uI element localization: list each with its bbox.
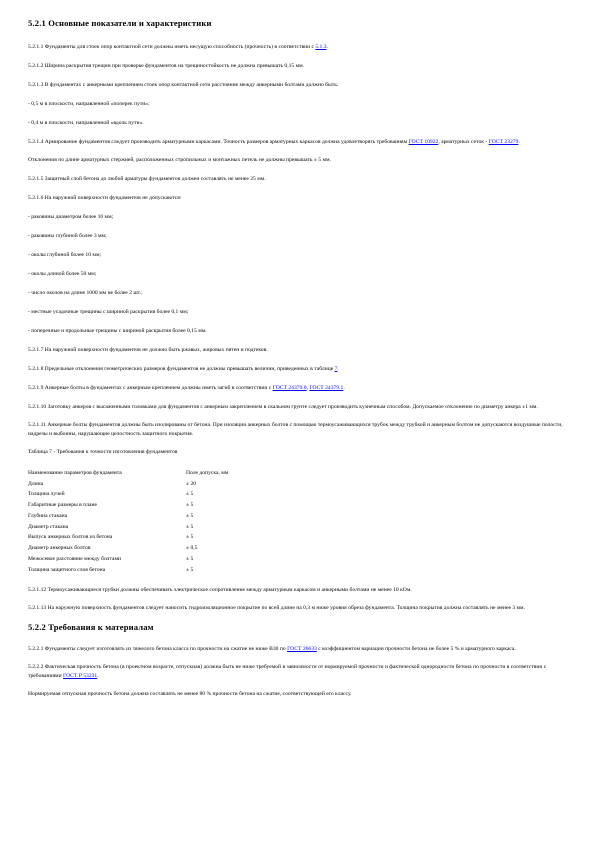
reference-link[interactable]: ГОСТ 23279: [488, 138, 519, 145]
table-row: [28, 565, 279, 576]
paragraph: 5.2.1.9 Анкерные болты в фундаментах с анкерным креплением должны иметь загиб в соответствии с ГОСТ 24379.0, ГОСТ 24379.1.: [28, 384, 345, 391]
reference-link[interactable]: 5.1.3: [315, 44, 327, 50]
table-cell: ± 20: [186, 480, 197, 487]
table-cell: Габаритные размеры в плане: [28, 502, 97, 509]
table-cell: ± 5: [186, 534, 194, 541]
list-item: - 0,4 м в плоскости, направленной «вдоль пути».: [28, 119, 144, 126]
paragraph: Отклонения по длине арматурных стержней, расположенных стропильных и монтажных петель не должны превышать ± 5 мм.: [28, 157, 331, 164]
table-header-row: [28, 468, 279, 479]
paragraph: 5.2.1.3 В фундаментах с анкерными креплением стоек опор контактной сети расстояние между анкерными болтами должно быть:: [28, 81, 339, 88]
paragraph: 5.2.1.6 На наружной поверхности фундаментов не допускаются:: [28, 195, 182, 202]
table-row: [28, 479, 279, 490]
table-row: [28, 543, 279, 554]
table-row: [28, 554, 279, 565]
table-cell: Диаметр стакана: [28, 523, 69, 530]
list-item: - раковины диаметром более 10 мм;: [28, 214, 114, 221]
paragraph: 5.2.1.13 На наружную поверхность фундаментов следует наносить гидроизоляционное покрытие по всей длине на 0,3 м ниже уровня обреза фундамента. Толщина покрытия должна составлять не менее 3 мм.: [28, 604, 525, 611]
paragraph: 5.2.1.11 Анкерные болты фундаментов должны быть изолированы от бетона. При изоляции анкерных болтов с помощью термоусаживающихся трубок между трубкой и анкерным болтом не допускаются воздушные полости, надрезы и выбоины, нарушающие целостность защитного покрытия.: [28, 422, 563, 437]
list-item: - число околов на длине 1000 мм не более 2 шт.;: [28, 290, 143, 296]
table-cell: Толщина лучей: [28, 491, 65, 498]
table-cell: ± 5: [186, 502, 194, 509]
paragraph: Нормируемая отпускная прочность бетона должна составлять не менее 80 % прочности бетона на сжатие, соответствующей его классу.: [28, 691, 352, 698]
tolerance-table: [28, 468, 279, 576]
paragraph: 5.2.1.7 На наружной поверхности фундаментов не должно быть ржавых, жировых пятен и подтеков.: [28, 346, 268, 353]
table-caption: Таблица 7 - Требования к точности изготовления фундаментов: [28, 448, 178, 455]
list-item: - местные усадочные трещины с шириной раскрытия более 0,1 мм;: [28, 308, 189, 315]
list-item: - околы длиной более 50 мм;: [28, 271, 97, 278]
table-header-cell: Наименование параметров фундамента: [28, 469, 122, 476]
section-heading: 5.2.2 Требования к материалам: [28, 622, 154, 633]
table-cell: ± 5: [186, 491, 194, 498]
list-item: - раковины глубиной более 3 мм;: [28, 233, 107, 240]
reference-link[interactable]: ГОСТ 24379.1: [309, 384, 344, 391]
paragraph: 5.2.1.8 Предельные отклонения геометрических размеров фундаментов не должны превышать величин, приведенных в таблице 7.: [28, 365, 339, 372]
list-item: - поперечные и продольные трещины с шириной раскрытия более 0,15 мм.: [28, 327, 207, 334]
table-row: [28, 500, 279, 511]
table-row: [28, 522, 279, 533]
list-item: - 0,5 м в плоскости, направленной «поперек пути»;: [28, 100, 150, 107]
paragraph: 5.2.1.1 Фундаменты для стоек опор контактной сети должны иметь несущую способность (прочность) в соответствии с 5.1.3.: [28, 44, 328, 50]
paragraph: 5.2.2.2 Фактическая прочность бетона (в проектном возрасте, отпускная) должна быть не ниже требуемой в зависимости от нормируемой прочности и фактической однородности бетона по прочности в соответствии с требованиями ГОСТ Р 53231.: [28, 664, 547, 679]
table-cell: Диаметр анкерных болтов: [28, 545, 91, 552]
table-cell: Межосевое расстояние между болтами: [28, 556, 121, 563]
table-cell: ± 5: [186, 512, 194, 519]
paragraph: 5.2.1.5 Защитный слой бетона до любой арматуры фундаментов должен составлять не менее 25 мм.: [28, 176, 266, 183]
paragraph: 5.2.1.10 Заготовку анкеров с высаженными головками для фундаментов с анкерным закреплением в скальном грунте следует производить кузнечным способом. Допускаемое отклонение по диаметру анкера ±1 мм.: [28, 403, 538, 410]
reference-link[interactable]: ГОСТ Р 53231: [62, 672, 98, 679]
list-item: - околы глубиной более 10 мм;: [28, 252, 102, 259]
table-cell: Длина: [28, 480, 44, 487]
paragraph: 5.2.1.4 Армирование фундаментов следует производить арматурными каркасами. Точность размеров арматурных каркасов должна удовлетворять требованиям ГОСТ 10922, арматурных сеток - ГОСТ 23279.: [28, 138, 520, 145]
reference-link[interactable]: ГОСТ 24379.0: [272, 384, 307, 391]
table-cell: Толщина защитного слоя бетона: [28, 566, 106, 573]
table-reference-link[interactable]: 7: [334, 365, 338, 372]
table-row: [28, 489, 279, 500]
table-cell: ± 0,5: [186, 545, 198, 552]
section-heading: 5.2.1 Основные показатели и характеристики: [28, 18, 212, 28]
document-page: [28, 12, 573, 709]
paragraph: 5.2.2.1 Фундаменты следует изготовлять из тяжелого бетона класса по прочности на сжатие не ниже В30 по ГОСТ 26633 с коэффициентом вариации прочности бетона не более 5 % и арматурного каркаса.: [28, 646, 516, 653]
paragraph: 5.2.1.2 Ширина раскрытия трещин при проверке фундаментов на трещиностойкость не должна превышать 0,15 мм.: [28, 62, 305, 69]
table-cell: ± 5: [186, 556, 194, 563]
table-cell: ± 5: [186, 566, 194, 573]
table-row: [28, 511, 279, 522]
table-cell: Глубина стакана: [28, 512, 68, 519]
reference-link[interactable]: ГОСТ 10922: [408, 138, 439, 145]
table-header-cell: Поле допуска, мм: [186, 469, 229, 476]
table-cell: Выпуск анкерных болтов из бетона: [28, 534, 113, 541]
table-row: [28, 533, 279, 544]
table-cell: ± 5: [186, 523, 194, 530]
paragraph: 5.2.1.12 Термоусаживающиеся трубки должны обеспечивать электрическое сопротивление между арматурным каркасом и анкерными болтами не менее 10 кОм.: [28, 586, 412, 593]
reference-link[interactable]: ГОСТ 26633: [287, 646, 317, 653]
